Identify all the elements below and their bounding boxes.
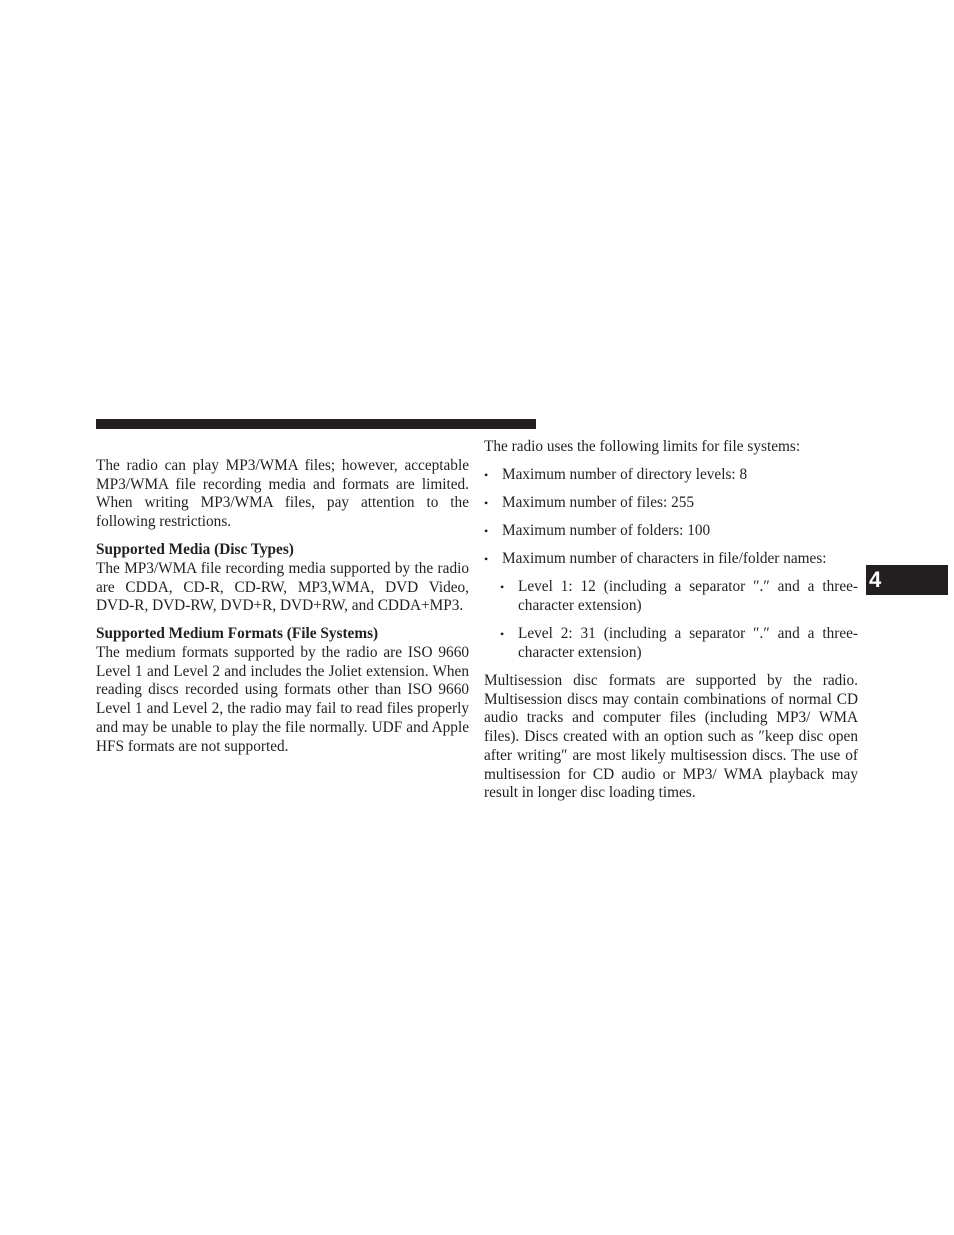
section-rule bbox=[96, 419, 536, 429]
sub-list-item bbox=[500, 625, 858, 662]
chapter-number: 4 bbox=[869, 567, 882, 592]
bullet-icon: • bbox=[484, 496, 489, 510]
bullet-icon: • bbox=[484, 468, 489, 482]
sub-list-item-text: Level 2: 31 (including a separator ″.″ and a three-character extension) bbox=[518, 625, 858, 661]
bullet-icon: • bbox=[484, 552, 489, 566]
bullet-icon: • bbox=[500, 627, 505, 641]
sub-list-item bbox=[500, 578, 858, 615]
multisession-paragraph: Multisession disc formats are supported by the radio. Multisession discs may contain combinations of normal CD audio tracks and computer files (including MP3/ WMA files). Discs created with an option such as ″keep disc open after writing″ are most likely multisession discs. The use of multisession for CD audio or MP3/ WMA playback may result in longer disc loading times. bbox=[484, 672, 858, 802]
limits-intro: The radio uses the following limits for file systems: bbox=[484, 438, 801, 455]
list-item bbox=[484, 522, 858, 541]
list-item-text: Maximum number of folders: 100 bbox=[502, 522, 711, 539]
media-heading: Supported Media (Disc Types) bbox=[96, 541, 294, 558]
sub-list-item-text: Level 1: 12 (including a separator ″.″ and a three-character extension) bbox=[518, 578, 858, 614]
bullet-icon: • bbox=[484, 524, 489, 538]
list-item bbox=[484, 494, 858, 513]
formats-heading: Supported Medium Formats (File Systems) bbox=[96, 625, 379, 642]
list-item-text: Maximum number of directory levels: 8 bbox=[502, 466, 748, 483]
list-item-text: Maximum number of characters in file/folder names: bbox=[502, 550, 827, 567]
intro-paragraph: The radio can play MP3/WMA files; however, acceptable MP3/WMA file recording media and formats are limited. When writing MP3/WMA files, pay attention to the following restrictions. bbox=[96, 457, 469, 531]
bullet-icon: • bbox=[500, 580, 505, 594]
list-item bbox=[484, 466, 858, 485]
chapter-tab bbox=[866, 565, 948, 595]
formats-paragraph: The medium formats supported by the radio are ISO 9660 Level 1 and Level 2 and includes the Joliet extension. When reading discs recorded using formats other than ISO 9660 Level 1 and Level 2, the radio may fail to read files properly and may be unable to play the file normally. UDF and Apple HFS formats are not supported. bbox=[96, 644, 469, 755]
media-paragraph: The MP3/WMA file recording media supported by the radio are CDDA, CD-R, CD-RW, MP3,WMA, DVD Video, DVD-R, DVD-RW, DVD+R, DVD+RW, and CDDA+MP3. bbox=[96, 560, 469, 615]
list-item-text: Maximum number of files: 255 bbox=[502, 494, 695, 511]
list-item bbox=[484, 550, 858, 569]
